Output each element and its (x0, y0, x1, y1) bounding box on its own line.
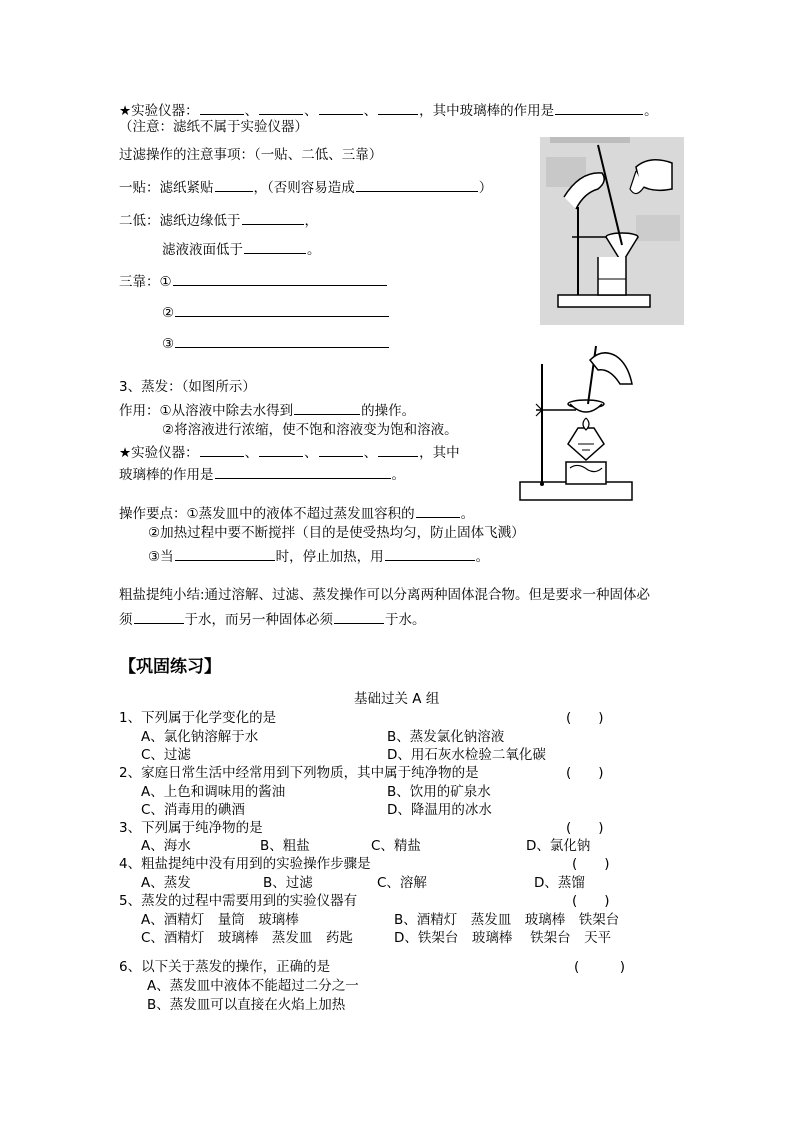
instruments-label: ★实验仪器： (119, 103, 199, 119)
answer-paren[interactable]: ( ) (572, 856, 610, 872)
answer-blank[interactable] (200, 100, 244, 115)
paren-close: ） (478, 180, 493, 196)
question-6: 6、以下关于蒸发的操作，正确的是 (119, 959, 331, 975)
answer-blank[interactable] (259, 442, 303, 457)
sankao-line-3 (162, 333, 390, 353)
separator: 、 (304, 103, 318, 119)
group-title: 基础过关 A 组 (354, 691, 440, 707)
option-b[interactable]: B、过滤 (263, 875, 313, 891)
answer-blank[interactable] (385, 546, 475, 561)
period: 。 (644, 103, 658, 119)
practice-heading: 【巩固练习】 (119, 657, 221, 677)
question-3: 3、下列属于纯净物的是 (119, 820, 263, 836)
instruments-text: ，其中 (419, 445, 460, 461)
option-a[interactable]: A、酒精灯 量筒 玻璃棒 (141, 912, 299, 928)
evaporation-title: 3、蒸发：（如图所示） (119, 379, 256, 395)
period: 。 (307, 242, 321, 258)
option-a[interactable]: A、海水 (141, 838, 191, 854)
answer-paren[interactable]: ( ) (566, 765, 604, 781)
glass-rod-line (119, 464, 405, 484)
option-b[interactable]: B、饮用的矿泉水 (387, 784, 491, 800)
answer-blank[interactable] (294, 400, 360, 415)
option-d[interactable]: D、氯化钠 (526, 838, 591, 854)
separator: 、 (244, 103, 259, 119)
note: （注意：滤纸不属于实验仪器） (119, 119, 308, 135)
key-point-1 (119, 503, 474, 523)
answer-blank[interactable] (416, 503, 460, 518)
key-label: ③当 (148, 549, 174, 565)
option-b[interactable]: B、粗盐 (260, 838, 310, 854)
option-d[interactable]: D、降温用的冰水 (387, 802, 492, 818)
answer-blank[interactable] (175, 333, 389, 348)
summary-line-2 (119, 609, 426, 629)
key-point-2: ②加热过程中要不断搅拌（目的是使受热均匀，防止固体飞溅） (148, 525, 525, 541)
summary-text: 于水，而另一种固体必须 (184, 612, 333, 628)
option-d[interactable]: D、用石灰水检验二氧化碳 (387, 747, 546, 763)
option-d[interactable]: D、蒸馏 (534, 875, 585, 891)
answer-blank[interactable] (334, 609, 384, 624)
option-b[interactable]: B、蒸发皿可以直接在火焰上加热 (147, 997, 346, 1013)
evaporation-illustration (516, 334, 634, 510)
period: 。 (391, 467, 405, 483)
use-line-2: ②将溶液进行浓缩，使不饱和溶液变为饱和溶液。 (162, 422, 458, 438)
separator: 、 (304, 445, 318, 461)
key-text: 时，停止加热，用 (275, 549, 384, 565)
answer-blank[interactable] (555, 100, 643, 115)
option-d[interactable]: D、铁架台 玻璃棒 铁架台 天平 (394, 930, 612, 946)
option-c[interactable]: C、酒精灯 玻璃棒 蒸发皿 药匙 (141, 930, 353, 946)
summary-text: 于水。 (385, 612, 426, 628)
answer-blank[interactable] (319, 442, 363, 457)
item-number: ③ (162, 336, 175, 352)
instruments-text: ，其中玻璃棒的作用是 (419, 103, 555, 119)
option-b[interactable]: B、蒸发氯化钠溶液 (387, 729, 505, 745)
option-c[interactable]: C、过滤 (141, 747, 191, 763)
option-c[interactable]: C、溶解 (377, 875, 427, 891)
answer-blank[interactable] (175, 302, 389, 317)
separator: 、 (363, 445, 378, 461)
answer-blank[interactable] (215, 177, 253, 192)
erdi-label: 二低：滤纸边缘低于 (119, 213, 241, 229)
erdi-label-2: 滤液液面低于 (162, 242, 243, 258)
answer-paren[interactable]: ( ) (574, 959, 626, 975)
answer-blank[interactable] (134, 609, 184, 624)
question-5: 5、蒸发的过程中需要用到的实验仪器有 (119, 893, 358, 909)
answer-blank[interactable] (244, 239, 306, 254)
separator: 、 (244, 445, 259, 461)
use-label: 作用：①从溶液中除去水得到 (119, 403, 294, 419)
answer-blank[interactable] (378, 100, 418, 115)
separator: 、 (363, 103, 378, 119)
glass-rod-label: 玻璃棒的作用是 (119, 467, 214, 483)
key-label: 操作要点：①蒸发皿中的液体不超过蒸发皿容积的 (119, 506, 415, 522)
sankao-line-1 (119, 271, 388, 291)
option-b[interactable]: B、酒精灯 蒸发皿 玻璃棒 铁架台 (394, 912, 620, 928)
key-point-3 (148, 546, 489, 566)
option-c[interactable]: C、精盐 (371, 838, 421, 854)
item-number: ② (162, 305, 175, 321)
yitie-line (119, 177, 492, 197)
sankao-label: 三靠：① (119, 274, 172, 290)
question-1: 1、下列属于化学变化的是 (119, 710, 277, 726)
question-4: 4、粗盐提纯中没有用到的实验操作步骤是 (119, 856, 371, 872)
answer-blank[interactable] (356, 177, 478, 192)
evap-instruments-line (119, 442, 460, 462)
answer-paren[interactable]: ( ) (566, 820, 604, 836)
instruments-line (119, 100, 658, 120)
comma: ， (304, 213, 318, 229)
answer-blank[interactable] (319, 100, 363, 115)
answer-paren[interactable]: ( ) (566, 710, 604, 726)
instruments-label: ★实验仪器： (119, 445, 199, 461)
use-text: 的操作。 (361, 403, 416, 419)
erdi-line-2 (162, 239, 321, 259)
use-line-1 (119, 400, 415, 420)
answer-blank[interactable] (215, 464, 391, 479)
option-a[interactable]: A、蒸发 (141, 875, 191, 891)
option-a[interactable]: A、上色和调味用的酱油 (141, 784, 286, 800)
yitie-text: ，（否则容易造成 (253, 180, 355, 196)
yitie-label: 一贴：滤纸紧贴 (119, 180, 214, 196)
erdi-line-1 (119, 210, 318, 230)
question-2: 2、家庭日常生活中经常用到下列物质，其中属于纯净物的是 (119, 765, 479, 781)
option-a[interactable]: A、氯化钠溶解于水 (141, 729, 259, 745)
filtration-illustration (540, 137, 684, 325)
summary-line-1: 粗盐提纯小结:通过溶解、过滤、蒸发操作可以分离两种固体混合物。但是要求一种固体必 (119, 587, 651, 603)
filter-title: 过滤操作的注意事项：（一贴、二低、三靠） (119, 147, 383, 163)
option-a[interactable]: A、蒸发皿中液体不能超过二分之一 (147, 978, 359, 994)
sankao-line-2 (162, 302, 390, 322)
period: 。 (460, 506, 475, 522)
answer-blank[interactable] (200, 442, 244, 457)
answer-blank[interactable] (242, 210, 304, 225)
period: 。 (475, 549, 490, 565)
summary-text: 须 (119, 612, 133, 628)
answer-blank[interactable] (259, 100, 303, 115)
answer-paren[interactable]: ( ) (572, 893, 610, 909)
answer-blank[interactable] (173, 271, 387, 286)
option-c[interactable]: C、消毒用的碘酒 (141, 802, 245, 818)
answer-blank[interactable] (378, 442, 418, 457)
answer-blank[interactable] (175, 546, 275, 561)
